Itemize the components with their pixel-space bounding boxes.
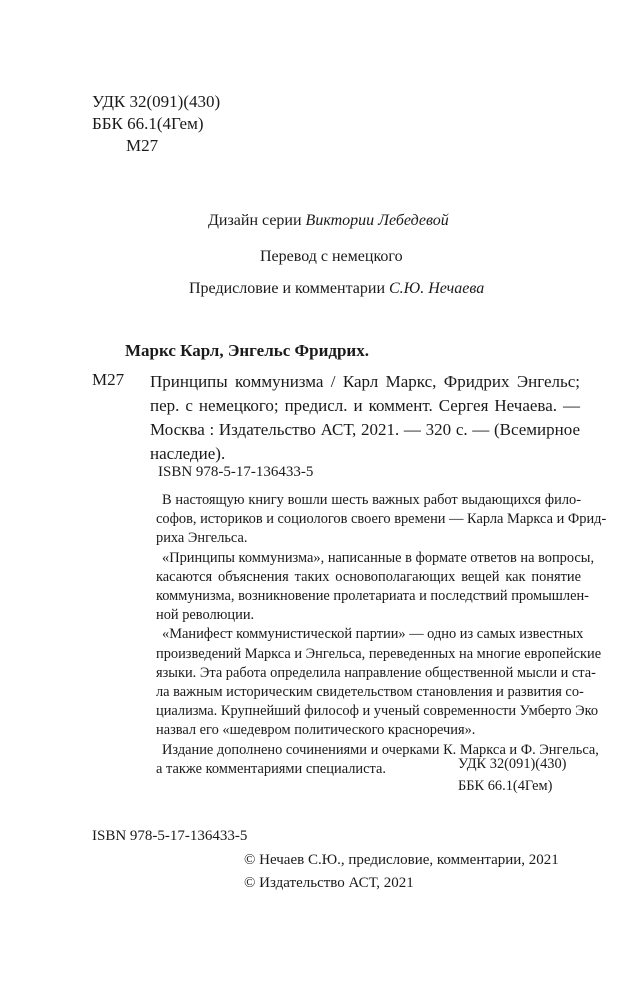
annotation <box>150 491 607 779</box>
foreword-prefix: Предисловие и комментарии <box>189 280 385 297</box>
bibliographic-mark: М27 <box>92 370 125 389</box>
annotation-paragraph-4: Издание дополнено сочинениями и очерками К. Маркса и Ф. Энгельса, а также комментариями специалиста. <box>156 741 599 777</box>
author-heading: Маркс Карл, Энгельс Фридрих. <box>125 341 369 360</box>
annotation-udk: УДК 32(091)(430) <box>458 756 567 772</box>
annotation-paragraph-2: «Принципы коммунизма», написанные в формате ответов на вопросы, касаются объяснения таких основополагающих вещей как понятие коммунизма, возникновение пролетариата и последствий промышлен- ной революции. <box>156 549 595 624</box>
series-designer-name: Виктории Лебедевой <box>305 212 449 229</box>
isbn-record: ISBN 978-5-17-136433-5 <box>158 464 314 480</box>
foreword-author-name: С.Ю. Нечаева <box>389 280 485 297</box>
translation-credit: Перевод с немецкого <box>260 248 403 265</box>
footer-isbn: ISBN 978-5-17-136433-5 <box>92 828 248 844</box>
annotation-bbk: ББК 66.1(4Гем) <box>458 778 553 794</box>
udk-code: УДК 32(091)(430) <box>92 92 221 111</box>
foreword-credit <box>189 279 484 299</box>
copyright-foreword: © Нечаев С.Ю., предисловие, комментарии, 2021 <box>244 852 559 868</box>
annotation-paragraph-1: В настоящую книгу вошли шесть важных работ выдающихся фило- софов, историков и социологов своего времени — Карла Маркса и Фрид- риха Энгельса. <box>156 492 607 547</box>
author-mark: М27 <box>126 136 159 155</box>
bibliographic-description: Принципы коммунизма / Карл Маркс, Фридрих Энгельс; пер. с немецкого; предисл. и коммент. Сергея Нечаева. — Москва : Издательство АСТ, 2021. — 320 с. — (Всемирное наследие). <box>150 372 580 463</box>
annotation-paragraph-3: «Манифест коммунистической партии» — одно из самых известных произведений Маркса и Энгельса, переведенных на многие европейские языки. Эта работа определила направление общественной мысли и ста- ла важным историческим свидетельством становления и развития со- циализма. Крупнейший философ и ученый современности Умберто Эко назвал его «шедевром политического красноречия». <box>156 626 602 739</box>
series-design-credit <box>208 211 449 231</box>
copyright-publisher: © Издательство АСТ, 2021 <box>244 875 414 891</box>
series-design-prefix: Дизайн серии <box>208 212 302 229</box>
bbk-code: ББК 66.1(4Гем) <box>92 114 204 133</box>
